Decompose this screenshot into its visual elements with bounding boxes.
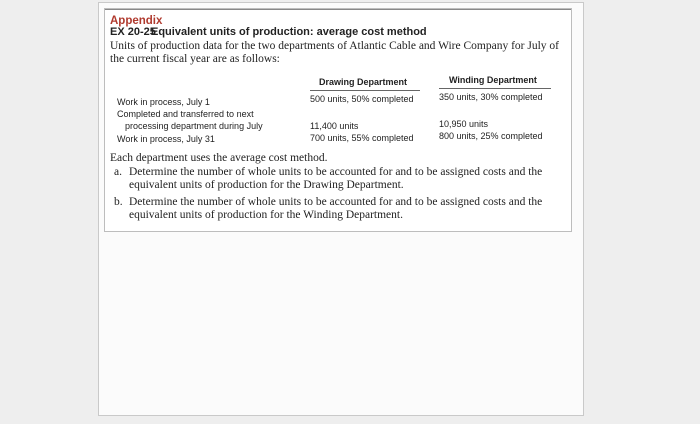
intro-text: Units of production data for the two departments of Atlantic Cable and Wire Company for July of the current fiscal year are as follows: — [110, 40, 559, 65]
question-b-letter: b. — [114, 196, 123, 208]
exercise-number: EX 20-25 — [110, 26, 156, 38]
col-header-winding-rule — [439, 88, 551, 89]
appendix-label: Appendix — [110, 15, 163, 27]
row-label-completed-line2: processing department during July — [125, 121, 263, 131]
cell-drawing-completed: 11,400 units — [310, 121, 359, 131]
row-label-wip-july1: Work in process, July 1 — [117, 97, 210, 107]
cell-winding-wip-july1: 350 units, 30% completed — [439, 92, 543, 102]
question-a-letter: a. — [114, 166, 122, 178]
cell-drawing-wip-july31: 700 units, 55% completed — [310, 133, 414, 143]
row-label-wip-july31: Work in process, July 31 — [117, 134, 215, 144]
col-header-winding: Winding Department — [449, 75, 537, 85]
row-label-completed-line1: Completed and transferred to next — [117, 109, 254, 119]
panel-top-rule — [105, 9, 571, 10]
col-header-drawing: Drawing Department — [319, 77, 408, 87]
question-a-text: Determine the number of whole units to be accounted for and to be assigned costs and the equivalent units of production for the Drawing Department. — [129, 166, 543, 191]
cell-winding-wip-july31: 800 units, 25% completed — [439, 131, 543, 141]
method-note: Each department uses the average cost method. — [110, 152, 328, 164]
cell-winding-completed: 10,950 units — [439, 119, 489, 129]
question-b-text: Determine the number of whole units to be accounted for and to be assigned costs and the equivalent units of production for the Winding Department. — [129, 196, 543, 221]
cell-drawing-wip-july1: 500 units, 50% completed — [310, 94, 414, 104]
exercise-panel — [104, 8, 572, 232]
exercise-title: Equivalent units of production: average cost method — [151, 26, 427, 38]
col-header-drawing-rule — [310, 90, 420, 91]
